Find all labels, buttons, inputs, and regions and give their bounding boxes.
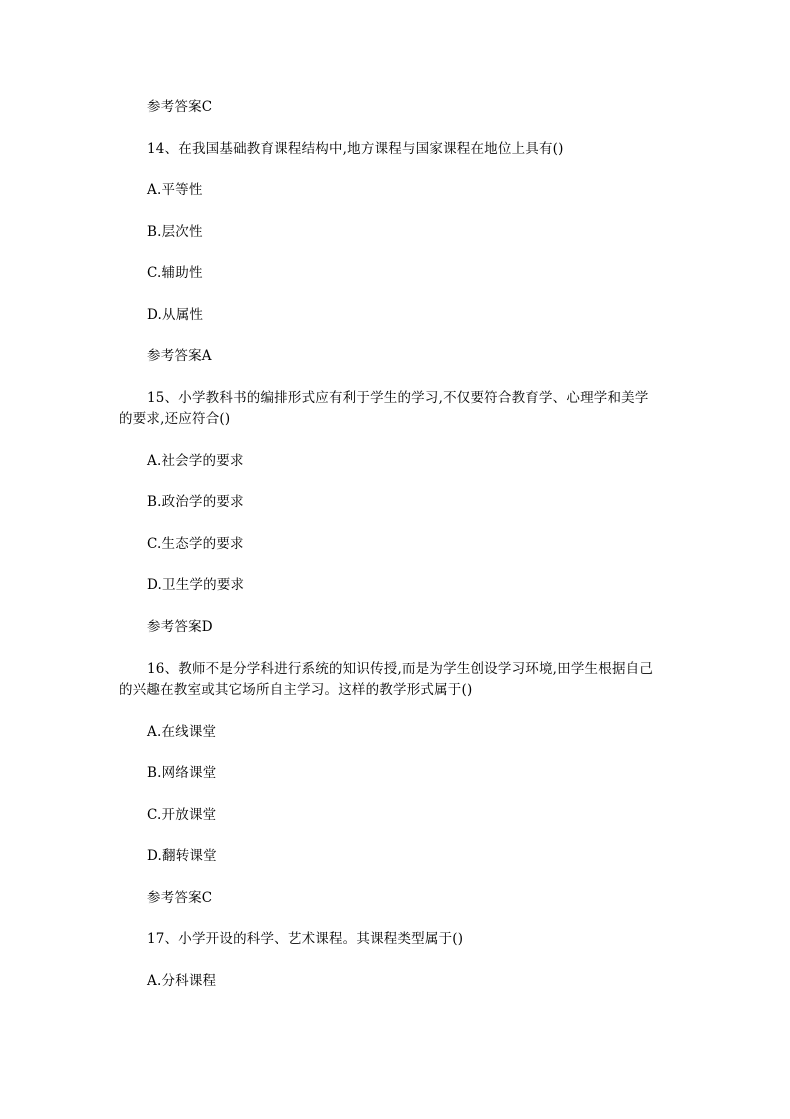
question-14-option-d: D.从属性 (147, 307, 204, 323)
question-16-option-d: D.翻转课堂 (147, 848, 217, 864)
question-16-option-b: B.网络课堂 (147, 765, 217, 781)
question-14-option-a: A.平等性 (147, 182, 203, 198)
answer-q15: 参考答案D (147, 619, 213, 635)
question-16-stem-line2: 的兴趣在教室或其它场所自主学习。这样的教学形式属于() (119, 682, 473, 698)
question-16-option-c: C.开放课堂 (147, 807, 217, 823)
answer-q14: 参考答案A (147, 348, 212, 364)
question-15-stem-line2: 的要求,还应符合() (119, 411, 231, 427)
question-16-option-a: A.在线课堂 (147, 724, 217, 740)
question-17-option-a: A.分科课程 (147, 973, 217, 989)
question-14-option-c: C.辅助性 (147, 265, 203, 281)
question-15-option-c: C.生态学的要求 (147, 536, 244, 552)
question-14-option-b: B.层次性 (147, 224, 203, 240)
answer-q13: 参考答案C (147, 99, 213, 115)
question-17-stem: 17、小学开设的科学、艺术课程。其课程类型属于() (147, 931, 464, 947)
answer-q16: 参考答案C (147, 890, 213, 906)
question-15-option-a: A.社会学的要求 (147, 453, 244, 469)
question-15-option-b: B.政治学的要求 (147, 494, 244, 510)
question-15-stem-line1: 15、小学教科书的编排形式应有利于学生的学习,不仅要符合教育学、心理学和美学 (147, 390, 649, 406)
question-16-stem-line1: 16、教师不是分学科进行系统的知识传授,而是为学生创设学习环境,田学生根据自己 (147, 661, 654, 677)
question-15-option-d: D.卫生学的要求 (147, 577, 245, 593)
question-14-stem: 14、在我国基础教育课程结构中,地方课程与国家课程在地位上具有() (147, 141, 564, 157)
